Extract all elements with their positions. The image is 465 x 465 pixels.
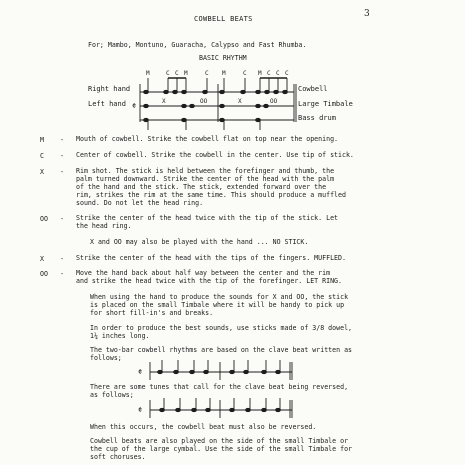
hand-paragraph: is placed on the small Timbale where it will be handy to pick up — [90, 301, 345, 309]
def-text: Strike the center of the head twice with the tip of the stick. Let — [76, 214, 339, 222]
chorus-paragraph: the cup of the large cymbal. Use the side of the small Timbale for — [90, 445, 353, 453]
def-text: Rim shot. The stick is held between the forefinger and thumb, the — [76, 167, 335, 175]
hand-paragraph: for short fill-in's and breaks. — [90, 309, 214, 317]
basic-rhythm-heading: BASIC RHYTHM — [199, 54, 247, 62]
bass-drum-label: Bass drum — [298, 114, 336, 122]
also-paragraph: When this occurs, the cowbell beat must also be reversed. — [90, 423, 317, 431]
stroke-label: C — [175, 70, 179, 77]
clave-paragraph: follows; — [90, 354, 122, 362]
stroke-label: C — [285, 70, 289, 77]
def-key: X — [40, 255, 44, 263]
left-hand-label: Left hand — [88, 100, 126, 108]
timbale-mark: X — [162, 98, 166, 105]
stroke-label: C — [276, 70, 280, 77]
def-text: sound. Do not let the head ring. — [76, 199, 204, 207]
stroke-label: C — [243, 70, 247, 77]
timbale-mark: X — [238, 98, 242, 105]
stroke-label: C — [267, 70, 271, 77]
page-number: 3 — [364, 9, 370, 19]
def-text: Center of cowbell. Strike the cowbell in the center. Use tip of stick. — [76, 151, 354, 159]
clave-paragraph: The two-bar cowbell rhythms are based on the clave beat written as — [90, 346, 353, 354]
def-text: palm turned downward. Strike the center of the head with the palm — [76, 175, 335, 183]
large-timbale-label: Large Timbale — [298, 100, 353, 108]
timbale-mark: OO — [200, 98, 208, 105]
def-text: the head ring. — [76, 222, 132, 230]
def-key: C — [40, 152, 44, 160]
def-text: and strike the head twice with the tip of the forefinger. LET RING. — [76, 277, 342, 285]
def-text: Mouth of cowbell. Strike the cowbell flat on top near the opening. — [76, 135, 339, 143]
def-text: of the hand and the stick. The stick, extended forward over the — [76, 183, 327, 191]
def-dash: - — [60, 255, 64, 263]
time-signature: 𝄵 — [138, 406, 143, 416]
sticks-paragraph: 1¼ inches long. — [90, 332, 150, 340]
def-text: rim, strikes the rim at the same time. This should produce a muffled — [76, 191, 346, 199]
page-title: COWBELL BEATS — [194, 15, 253, 23]
def-dash: - — [60, 270, 64, 278]
subtitle: For; Mambo, Montuno, Guaracha, Calypso and Fast Rhumba. — [88, 41, 307, 49]
chorus-paragraph: Cowbell beats are also played on the side of the small Timbale or — [90, 437, 349, 445]
def-key: M — [40, 136, 44, 144]
stroke-label: C — [166, 70, 170, 77]
no-stick-note: X and OO may also be played with the hand ... NO STICK. — [90, 238, 309, 246]
stroke-label: M — [222, 70, 226, 77]
hand-paragraph: When using the hand to produce the sounds for X and OO, the stick — [90, 293, 349, 301]
stroke-label: C — [205, 70, 209, 77]
cowbell-label: Cowbell — [298, 85, 328, 93]
def-key: X — [40, 168, 44, 176]
time-signature: 𝄵 — [132, 102, 137, 112]
def-dash: - — [60, 168, 64, 176]
def-dash: - — [60, 136, 64, 144]
right-hand-label: Right hand — [88, 85, 131, 93]
def-text: Move the hand back about half way between the center and the rim — [76, 269, 331, 277]
timbale-mark: OO — [270, 98, 278, 105]
reversed-paragraph: There are some tunes that call for the clave beat being reversed, — [90, 383, 349, 391]
def-key: OO — [40, 270, 48, 278]
time-signature: 𝄵 — [138, 368, 143, 378]
def-key: OO — [40, 215, 48, 223]
def-dash: - — [60, 215, 64, 223]
def-dash: - — [60, 152, 64, 160]
def-text: Strike the center of the head with the tips of the fingers. MUFFLED. — [76, 254, 346, 262]
chorus-paragraph: soft choruses. — [90, 453, 146, 461]
sticks-paragraph: In order to produce the best sounds, use sticks made of 3/8 dowel, — [90, 324, 353, 332]
stroke-label: M — [258, 70, 262, 77]
stroke-label: M — [184, 70, 188, 77]
stroke-label: M — [146, 70, 150, 77]
reversed-paragraph: as follows; — [90, 391, 134, 399]
